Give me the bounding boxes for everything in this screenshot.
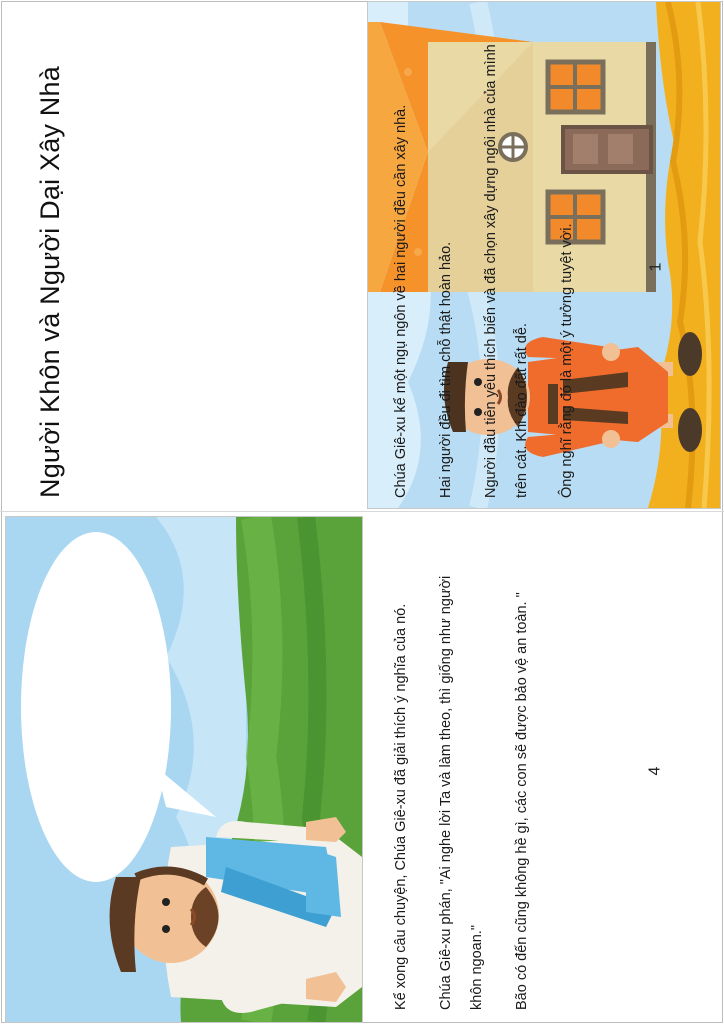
paragraph: Chúa Giê-xu kể một ngụ ngôn về hai người đều cần xây nhà. <box>393 104 409 498</box>
illustration-jesus-speaking <box>5 516 363 1023</box>
page-title: Người Khôn và Người Dại Xây Nhà <box>35 66 65 498</box>
page-four-text <box>386 550 566 1010</box>
page-number: 4 <box>646 766 664 776</box>
paragraph: Chúa Giê-xu phán, "Ai nghe lời Ta và làm theo, thì giống như người khôn ngoan." <box>438 575 485 1010</box>
page-number: 1 <box>647 262 665 272</box>
page-one-text <box>386 38 606 498</box>
paragraph: Hai người đều đi tìm chỗ thật hoàn hảo. <box>438 241 454 498</box>
paragraph: Ông nghĩ rằng đó là một ý tưởng tuyệt vời. <box>559 223 575 498</box>
paragraph: Kể xong câu chuyện, Chúa Giê-xu đã giải thích ý nghĩa của nó. <box>393 603 409 1010</box>
paragraph: Bão có đến cũng không hề gì, các con sẽ được bảo vệ an toàn. " <box>514 592 530 1010</box>
paragraph: Người đầu tiên yêu thích biển và đã chọn xây dựng ngôi nhà của mình trên cát. Khi đào đất rất dễ. <box>483 44 530 498</box>
fold-divider <box>0 511 724 512</box>
